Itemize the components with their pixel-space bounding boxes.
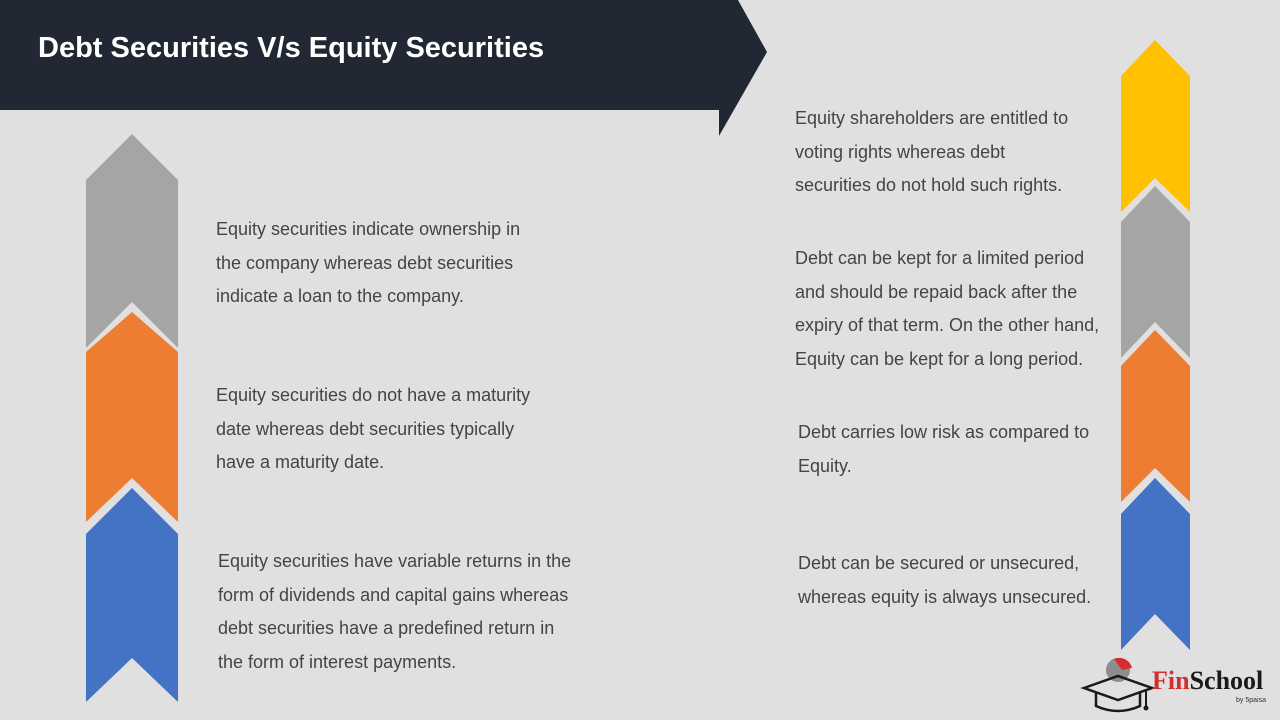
left-point-1-line-2: the company whereas debt securities bbox=[216, 252, 514, 273]
brand-fin: Fin bbox=[1152, 666, 1190, 695]
right-point-2-line-4: Equity can be kept for a long period. bbox=[795, 348, 1084, 369]
left-point-1-line-3: indicate a loan to the company. bbox=[216, 286, 464, 306]
right-chevron-orange bbox=[1121, 330, 1190, 502]
left-point-3-line-3: debt securities have a predefined return in bbox=[218, 618, 555, 638]
right-point-4-line-1: Debt can be secured or unsecured, bbox=[798, 553, 1080, 573]
brand-byline: by 5paisa bbox=[1236, 697, 1266, 704]
right-chevron-yellow bbox=[1121, 40, 1190, 212]
right-chevron-stack bbox=[1121, 40, 1190, 650]
right-point-2 bbox=[795, 242, 1099, 376]
left-point-2-line-1: Equity securities do not have a maturity bbox=[216, 385, 531, 405]
left-point-2 bbox=[216, 379, 530, 480]
right-point-4 bbox=[798, 547, 1091, 614]
right-point-4-line-2: whereas equity is always unsecured. bbox=[798, 586, 1092, 607]
left-point-3-line-1: Equity securities have variable returns in the bbox=[218, 551, 572, 571]
right-point-1 bbox=[795, 102, 1068, 203]
right-point-1-line-1: Equity shareholders are entitled to bbox=[795, 108, 1069, 128]
right-chevron-blue bbox=[1121, 478, 1190, 650]
right-point-3-line-1: Debt carries low risk as compared to bbox=[798, 422, 1090, 442]
left-chevron-blue bbox=[86, 488, 178, 702]
left-point-1-line-1: Equity securities indicate ownership in bbox=[216, 219, 521, 239]
right-point-1-line-2: voting rights whereas debt bbox=[795, 141, 1006, 162]
left-point-2-line-3: have a maturity date. bbox=[216, 452, 385, 472]
left-point-3-line-4: the form of interest payments. bbox=[218, 651, 457, 672]
right-point-2-line-2: and should be repaid back after the bbox=[795, 281, 1078, 302]
right-point-1-line-3: securities do not hold such rights. bbox=[795, 175, 1063, 195]
right-point-2-line-3: expiry of that term. On the other hand, bbox=[795, 315, 1100, 335]
brand-school: School bbox=[1189, 666, 1264, 695]
left-point-3-line-2: form of dividends and capital gains whereas bbox=[218, 584, 569, 605]
left-chevron-stack bbox=[86, 134, 178, 702]
right-point-3 bbox=[798, 416, 1089, 483]
page-title: Debt Securities V/s Equity Securities bbox=[38, 32, 545, 64]
left-point-2-line-2: date whereas debt securities typically bbox=[216, 418, 515, 439]
brand-name bbox=[1152, 666, 1263, 696]
right-point-2-line-1: Debt can be kept for a limited period bbox=[795, 248, 1085, 268]
left-point-3 bbox=[218, 545, 571, 679]
right-point-3-line-2: Equity. bbox=[798, 455, 852, 476]
left-point-1 bbox=[216, 213, 520, 314]
